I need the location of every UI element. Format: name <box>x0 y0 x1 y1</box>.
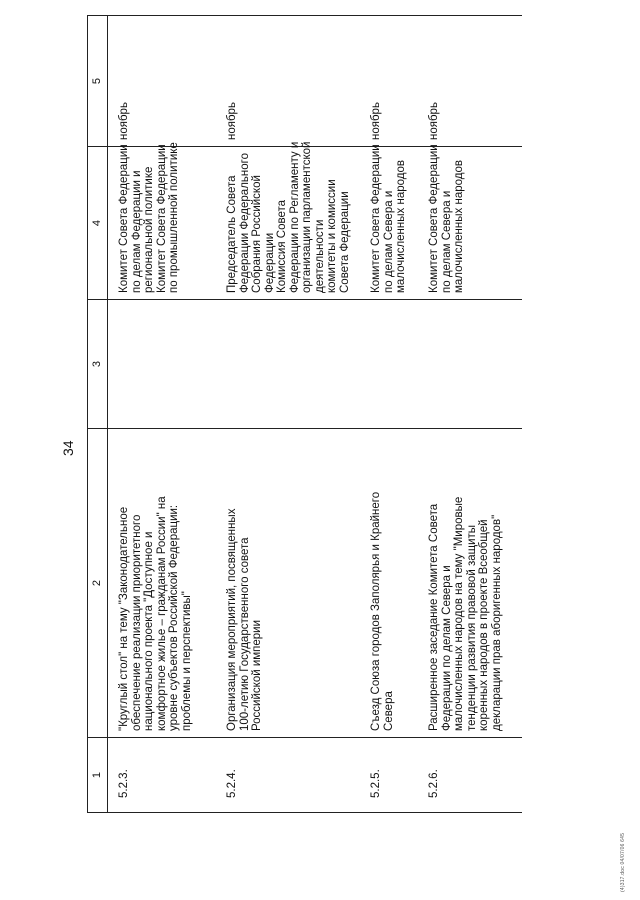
header-col-4: 4 <box>88 147 108 300</box>
event-line: декларации прав аборигенных народов" <box>490 514 503 731</box>
event-line: Российской империи <box>251 619 263 731</box>
responsible-line: по делам Севера и <box>440 190 453 293</box>
event-cell <box>360 429 418 738</box>
responsible-line: малочисленных народов <box>453 160 465 293</box>
responsible-line: Комиссия Совета <box>276 200 288 293</box>
responsible-line: Федерации по Регламенту и <box>288 141 301 293</box>
table-row <box>108 16 217 813</box>
event-line: "Круглый стол" на тему "Законодательное <box>118 506 130 731</box>
event-line: тенденции развития правовой защиты <box>465 524 478 731</box>
responsible-line: Комитет Совета Федерации <box>118 144 130 293</box>
event-line: уровне субъектов Российской Федерации: <box>168 504 180 731</box>
col3-cell <box>418 300 522 429</box>
responsible-line: Комитет Совета Федерации <box>155 144 168 293</box>
event-line: Севера <box>382 691 395 731</box>
responsible-line: Федерации <box>263 232 276 293</box>
header-col-3: 3 <box>88 300 108 429</box>
responsible-cell <box>418 144 522 300</box>
responsible-line: организации парламентской <box>301 141 313 293</box>
col3-cell <box>216 300 360 429</box>
responsible-line: малочисленных народов <box>395 160 407 293</box>
col3-cell <box>108 300 217 429</box>
event-line: проблемы и перспективы" <box>180 591 193 731</box>
responsible-line: Комитет Совета Федерации <box>370 144 382 293</box>
responsible-line: деятельности <box>313 219 326 293</box>
event-cell <box>108 429 217 738</box>
header-col-5: 5 <box>88 16 108 147</box>
responsible-line: Комитет Совета Федерации <box>428 144 440 293</box>
date-cell: ноябрь <box>418 16 522 147</box>
header-col-2: 2 <box>88 429 108 738</box>
event-line: Расширенное заседание Комитета Совета <box>428 503 440 731</box>
item-number: 5.2.5. <box>360 738 418 813</box>
event-cell <box>418 429 522 738</box>
page-number: 34 <box>60 440 76 456</box>
event-line: Федерации по делам Севера и <box>440 565 453 731</box>
event-line: 100-летию Государственного совета <box>238 537 251 731</box>
table-row <box>216 16 360 813</box>
event-line: Организация мероприятий, посвященных <box>226 508 238 731</box>
responsible-line: Собрания Российской <box>251 175 263 293</box>
responsible-line: по делам Федерации и <box>130 170 143 293</box>
responsible-cell <box>108 142 217 300</box>
responsible-line: по делам Севера и <box>382 190 395 293</box>
responsible-line: по промышленной политике <box>168 142 180 293</box>
event-line: малочисленных народов на тему "Мировые <box>453 496 465 731</box>
event-line: комфортное жилье – гражданам России" на <box>155 496 168 731</box>
event-cell <box>216 429 360 738</box>
responsible-line: Совета Федерации <box>338 191 351 293</box>
date-cell: ноябрь <box>216 16 360 147</box>
event-line: Съезд Союза городов Заполярья и Крайнего <box>370 491 382 731</box>
table-row <box>418 16 522 813</box>
footer-doc-code: (4)317.doc 04/07/06 645 <box>620 832 626 892</box>
responsible-cell <box>360 144 418 300</box>
date-cell: ноябрь <box>360 16 418 147</box>
date-cell: ноябрь <box>108 16 217 147</box>
responsible-line: Федерации Федерального <box>238 153 251 293</box>
item-number: 5.2.3. <box>108 738 217 813</box>
schedule-table <box>87 15 522 813</box>
responsible-cell <box>216 141 360 300</box>
header-col-1: 1 <box>88 738 108 813</box>
header-row <box>88 16 108 813</box>
responsible-line: Председатель Совета <box>226 175 238 293</box>
item-number: 5.2.4. <box>216 738 360 813</box>
col3-cell <box>360 300 418 429</box>
event-line: национального проекта "Доступное и <box>143 531 155 731</box>
responsible-line: комитеты и комиссии <box>326 179 338 293</box>
item-number: 5.2.6. <box>418 738 522 813</box>
responsible-line: региональной политике <box>143 166 155 293</box>
event-line: обеспечение реализации приоритетного <box>130 514 143 731</box>
event-line: коренных народов в проекте Всеобщей <box>478 519 490 731</box>
table-row <box>360 16 418 813</box>
